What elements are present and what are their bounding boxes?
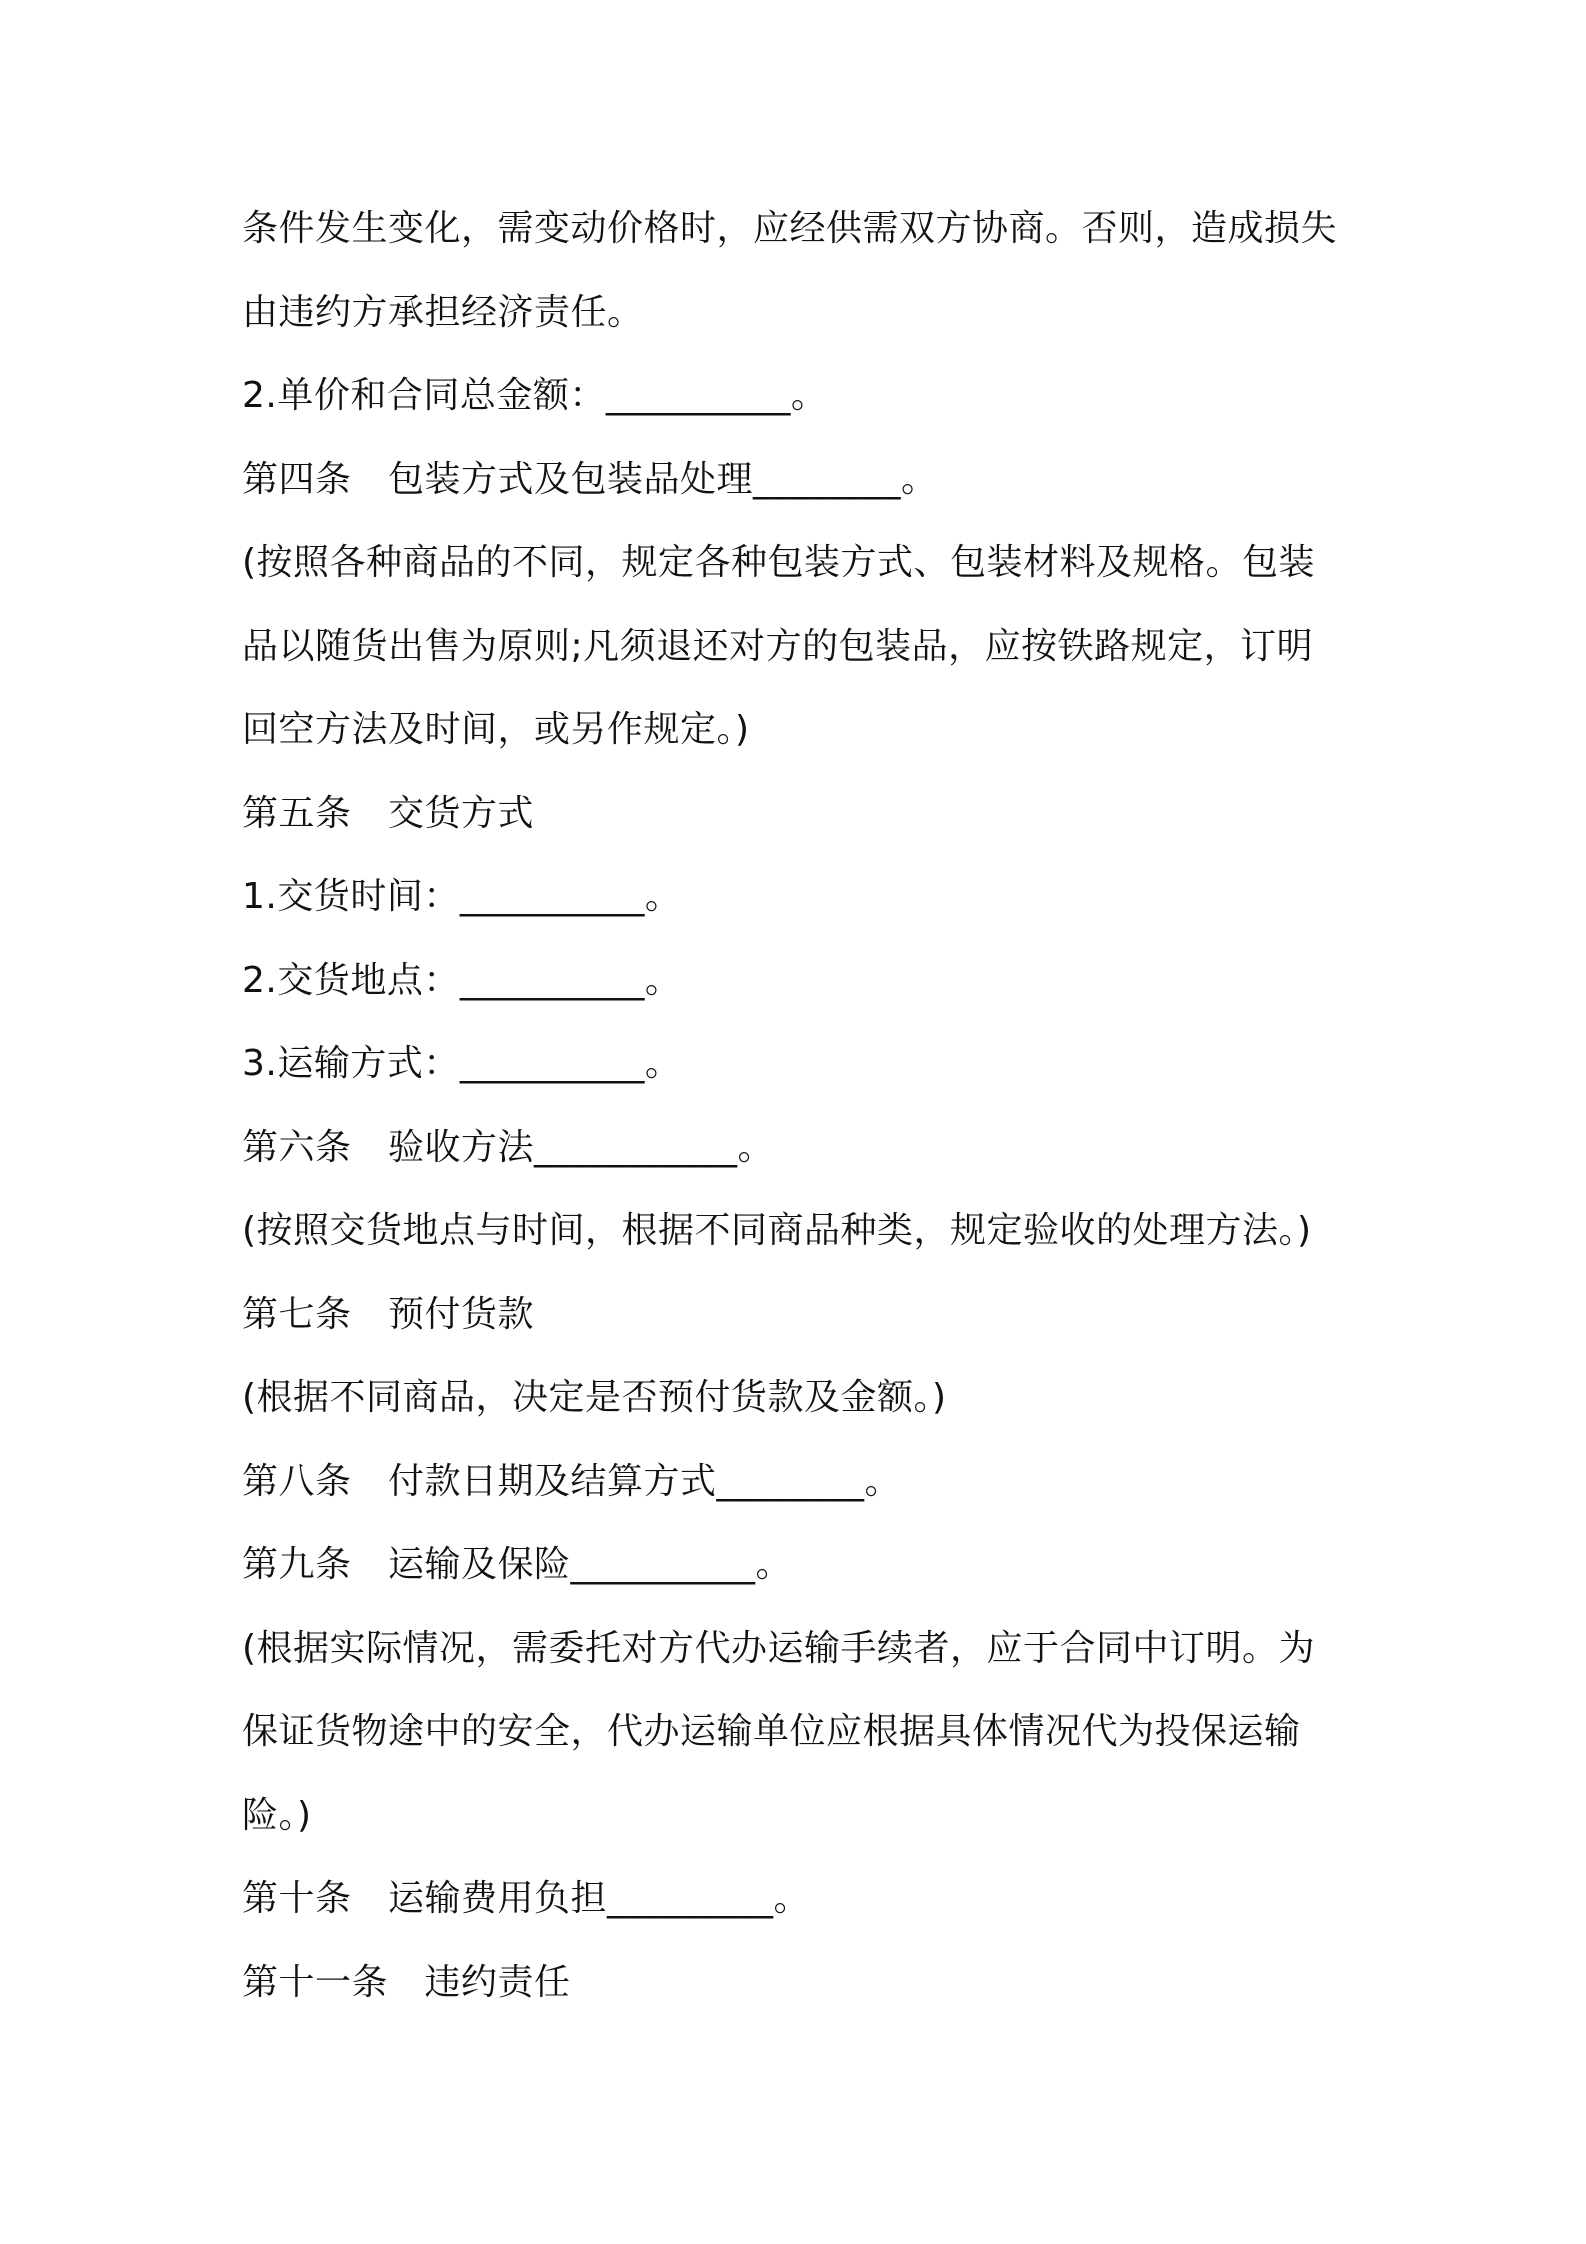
article-6-heading: 第六条 验收方法___________。 — [242, 1126, 775, 1168]
text-line-6: 品以随货出售为原则;凡须退还对方的包装品，应按铁路规定，订明 — [242, 625, 1314, 667]
text-line-2: 由违约方承担经济责任。 — [242, 291, 644, 333]
article-4-heading: 第四条 包装方式及包装品处理________。 — [242, 458, 938, 500]
contract-text-body — [242, 187, 1362, 2024]
text-line-15: (根据不同商品，决定是否预付货款及金额。) — [242, 1377, 947, 1418]
article-7-heading: 第七条 预付货款 — [242, 1293, 535, 1335]
text-line-5: (按照各种商品的不同，规定各种包装方式、包装材料及规格。包装 — [242, 542, 1316, 583]
text-line-9: 1.交货时间：__________。 — [242, 876, 682, 917]
text-line-7: 回空方法及时间，或另作规定。) — [242, 709, 750, 750]
text-line-11: 3.运输方式：__________。 — [242, 1043, 682, 1084]
article-8-heading: 第八条 付款日期及结算方式________。 — [242, 1460, 902, 1502]
text-line-19: 保证货物途中的安全，代办运输单位应根据具体情况代为投保运输 — [242, 1711, 1301, 1752]
article-10-heading: 第十条 运输费用负担_________。 — [242, 1878, 811, 1919]
article-9-heading: 第九条 运输及保险__________。 — [242, 1544, 793, 1585]
text-line-1: 条件发生变化，需变动价格时，应经供需双方协商。否则，造成损失 — [242, 208, 1338, 249]
text-line-13: (按照交货地点与时间，根据不同商品种类，规定验收的处理方法。) — [242, 1210, 1312, 1251]
article-11-heading: 第十一条 违约责任 — [242, 1961, 571, 2003]
text-line-10: 2.交货地点：__________。 — [242, 959, 682, 1001]
article-5-heading: 第五条 交货方式 — [242, 792, 535, 834]
text-line-20: 险。) — [242, 1794, 312, 1836]
text-line-3: 2.单价和合同总金额：__________。 — [242, 375, 828, 416]
text-line-18: (根据实际情况，需委托对方代办运输手续者，应于合同中订明。为 — [242, 1627, 1316, 1669]
